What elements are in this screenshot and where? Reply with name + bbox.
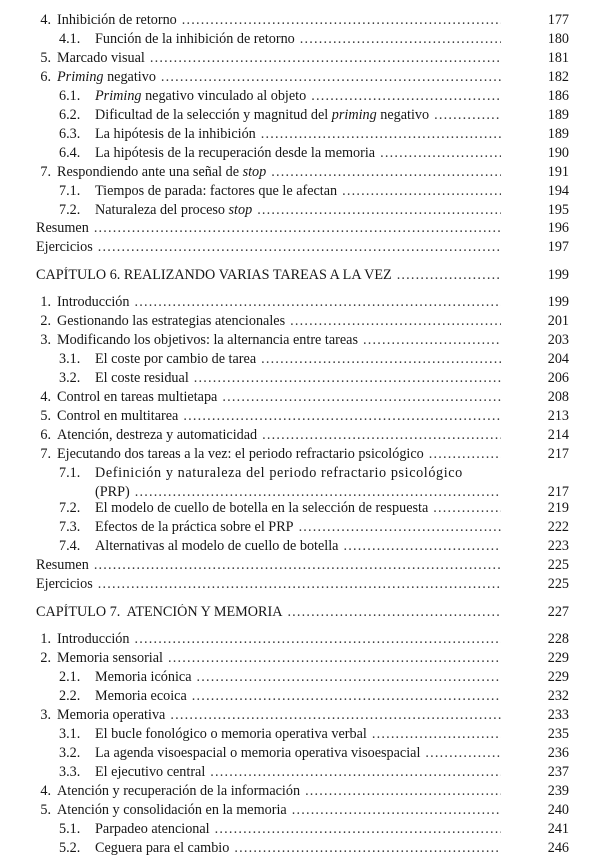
- toc-entry-title: Naturaleza del proceso: [95, 202, 229, 218]
- dot-leader: [135, 294, 502, 311]
- toc-entry-title: Gestionando las estrategias atencionales: [57, 313, 286, 329]
- toc-entry-number: 4.1.: [59, 31, 81, 47]
- toc-entry-title: Efectos de la práctica sobre el PRP: [95, 519, 294, 535]
- toc-entry[interactable]: [0, 389, 600, 406]
- toc-entry-text: [0, 519, 505, 536]
- toc-entry-text: [0, 726, 505, 743]
- toc-entry-title: El coste por cambio de tarea: [95, 351, 257, 367]
- dot-leader: [261, 351, 501, 368]
- toc-entry[interactable]: [0, 688, 600, 705]
- page-number: 240: [547, 802, 569, 818]
- toc-entry-title: Ejercicios: [36, 239, 93, 255]
- toc-entry-text: [0, 707, 505, 724]
- dot-leader: [343, 538, 501, 555]
- page-number: 227: [547, 604, 569, 620]
- toc-entry[interactable]: [0, 332, 600, 349]
- dot-leader: [290, 313, 501, 330]
- toc-entry-number: 6.: [40, 69, 51, 85]
- toc-entry-number: 2.: [40, 313, 51, 329]
- dot-leader: [429, 446, 501, 463]
- dot-leader: [292, 802, 501, 819]
- toc-entry-text: [0, 688, 505, 705]
- toc-entry[interactable]: [0, 783, 600, 800]
- toc-entry-text: [0, 745, 505, 762]
- toc-entry-title: La agenda visoespacial o memoria operativa visoespacial: [95, 745, 421, 761]
- toc-entry[interactable]: [0, 802, 600, 819]
- toc-entry-text: [0, 764, 505, 781]
- toc-entry-number: 7.3.: [59, 519, 81, 535]
- toc-entry[interactable]: [0, 745, 600, 762]
- dot-leader: [257, 202, 501, 219]
- page-number: 233: [547, 707, 569, 723]
- dot-leader: [94, 220, 501, 237]
- page-number: 235: [547, 726, 569, 742]
- page-number: 219: [547, 500, 569, 516]
- page-number: 203: [547, 332, 569, 348]
- toc-entry[interactable]: [0, 183, 600, 200]
- toc-entry[interactable]: [0, 107, 600, 124]
- dot-leader: [433, 500, 501, 517]
- toc-entry-number: 1.: [40, 294, 51, 310]
- dot-leader: [194, 370, 501, 387]
- toc-entry-text: [0, 783, 505, 800]
- dot-leader: [94, 557, 501, 574]
- toc-entry-text: [0, 202, 505, 219]
- page-number: 189: [547, 107, 569, 123]
- toc-entry[interactable]: [0, 313, 600, 330]
- toc-entry-text: [0, 427, 505, 444]
- toc-entry-title: CAPÍTULO 6. REALIZANDO VARIAS TAREAS A LA VEZ: [36, 267, 392, 283]
- page-number: 217: [547, 484, 569, 500]
- toc-entry-text: [0, 821, 505, 838]
- dot-leader: [98, 576, 501, 593]
- page-number: 225: [547, 576, 569, 592]
- toc-entry-text: [0, 294, 505, 311]
- toc-entry-title: Introducción: [57, 294, 130, 310]
- toc-entry-title: Memoria operativa: [57, 707, 166, 723]
- dot-leader: [397, 267, 501, 284]
- toc-entry[interactable]: [0, 427, 600, 444]
- toc-entry[interactable]: [0, 650, 600, 667]
- toc-entry-title: El bucle fonológico o memoria operativa verbal: [95, 726, 367, 742]
- toc-entry-title: negativo: [376, 107, 430, 123]
- dot-leader: [168, 650, 501, 667]
- toc-entry[interactable]: [0, 88, 600, 105]
- toc-entry[interactable]: [0, 126, 600, 143]
- toc-entry-title: Dificultad de la selección y magnitud del: [95, 107, 332, 123]
- toc-entry-number: 2.: [40, 650, 51, 666]
- toc-entry-number: 6.: [40, 427, 51, 443]
- toc-entry[interactable]: [0, 370, 600, 387]
- page-number: 180: [547, 31, 569, 47]
- toc-entry[interactable]: [0, 557, 600, 574]
- toc-entry-number: 6.1.: [59, 88, 81, 104]
- dot-leader: [305, 783, 501, 800]
- toc-entry-text: [0, 145, 505, 162]
- page-number: 223: [547, 538, 569, 554]
- toc-entry-number: 5.: [40, 802, 51, 818]
- page-number: 191: [547, 164, 569, 180]
- toc-entry-title: La hipótesis de la recuperación desde la memoria: [95, 145, 376, 161]
- toc-entry[interactable]: [0, 12, 600, 29]
- toc-entry-title: Memoria icónica: [95, 669, 192, 685]
- toc-entry-title: El ejecutivo central: [95, 764, 206, 780]
- dot-leader: [222, 389, 501, 406]
- toc-entry-number: 6.2.: [59, 107, 81, 123]
- page-number: 190: [547, 145, 569, 161]
- page-number: 236: [547, 745, 569, 761]
- dot-leader: [262, 427, 501, 444]
- toc-entry-title: Atención, destreza y automaticidad: [57, 427, 258, 443]
- dot-leader: [135, 484, 501, 501]
- toc-entry-number: 5.: [40, 50, 51, 66]
- toc-entry[interactable]: [0, 294, 600, 311]
- toc-entry-number: 5.: [40, 408, 51, 424]
- dot-leader: [300, 31, 501, 48]
- toc-entry-number: 3.3.: [59, 764, 81, 780]
- toc-entry-text: [0, 840, 505, 857]
- toc-entry[interactable]: [0, 726, 600, 743]
- toc-entry-text: [0, 351, 505, 368]
- toc-entry-number: 3.2.: [59, 745, 81, 761]
- page-number: 189: [547, 126, 569, 142]
- toc-entry-text: [0, 164, 505, 181]
- toc-entry-number: 7.1.: [59, 183, 81, 199]
- toc-entry-text: [0, 802, 505, 819]
- toc-entry-title: Control en tareas multietapa: [57, 389, 218, 405]
- toc-entry-number: 3.1.: [59, 351, 81, 367]
- page-number: 196: [547, 220, 569, 236]
- page-number: 222: [547, 519, 569, 535]
- dot-leader: [261, 126, 501, 143]
- toc-entry[interactable]: [0, 465, 600, 501]
- toc-entry-title: negativo vinculado al objeto: [141, 88, 307, 104]
- toc-entry[interactable]: [0, 669, 600, 686]
- toc-entry-title: Ceguera para el cambio: [95, 840, 230, 856]
- toc-entry-number: 4.: [40, 12, 51, 28]
- toc-entry-number: 5.2.: [59, 840, 81, 856]
- dot-leader: [135, 631, 502, 648]
- page-number: 241: [547, 821, 569, 837]
- dot-leader: [210, 764, 501, 781]
- dot-leader: [342, 183, 501, 200]
- toc-entry-title: Ejecutando dos tareas a la vez: el periodo refractario psicológico: [57, 446, 424, 462]
- toc-entry-title: stop: [228, 202, 253, 218]
- toc-entry[interactable]: [0, 446, 600, 463]
- toc-entry-text: [0, 88, 505, 105]
- page-number: 201: [547, 313, 569, 329]
- toc-entry-number: 7.: [40, 164, 51, 180]
- dot-leader: [183, 408, 501, 425]
- dot-leader: [192, 688, 501, 705]
- page-number: 232: [547, 688, 569, 704]
- toc-entry-text: [0, 183, 505, 200]
- page-number: 239: [547, 783, 569, 799]
- toc-entry-number: 3.2.: [59, 370, 81, 386]
- toc-entry[interactable]: [0, 50, 600, 67]
- toc-entry[interactable]: [0, 69, 600, 86]
- dot-leader: [271, 164, 501, 181]
- toc-entry-number: 6.4.: [59, 145, 81, 161]
- toc-entry-text: [0, 446, 505, 463]
- toc-entry-title: Atención y recuperación de la información: [57, 783, 301, 799]
- toc-entry-text: [0, 576, 505, 593]
- toc-entry-title: priming: [331, 107, 377, 123]
- page-number: 237: [547, 764, 569, 780]
- toc-entry[interactable]: [0, 538, 600, 555]
- toc-entry-number: 2.2.: [59, 688, 81, 704]
- dot-leader: [311, 88, 501, 105]
- dot-leader: [150, 50, 501, 67]
- dot-leader: [215, 821, 501, 838]
- page-number: 199: [547, 267, 569, 283]
- toc-entry-text: [0, 669, 505, 686]
- page-number: 229: [547, 650, 569, 666]
- toc-entry-number: 5.1.: [59, 821, 81, 837]
- toc-entry-text: [0, 557, 505, 574]
- toc-entry-title: Atención y consolidación en la memoria: [57, 802, 287, 818]
- toc-entry-number: 7.: [40, 446, 51, 462]
- page-number: 246: [547, 840, 569, 856]
- toc-entry[interactable]: [0, 764, 600, 781]
- toc-entry-number: 2.1.: [59, 669, 81, 685]
- toc-entry-text: [0, 604, 505, 621]
- chapter-heading[interactable]: [0, 267, 600, 284]
- page-number: 182: [547, 69, 569, 85]
- toc-entry[interactable]: [0, 164, 600, 181]
- toc-entry-text: [0, 408, 505, 425]
- toc-entry-title: Respondiendo ante una señal de: [57, 164, 243, 180]
- toc-entry-number: 7.2.: [59, 500, 81, 516]
- toc-entry-text: [0, 484, 505, 501]
- toc-entry-text: [0, 313, 505, 330]
- toc-entry-number: 7.1.: [59, 465, 81, 481]
- toc-entry-number: 3.: [40, 707, 51, 723]
- dot-leader: [182, 12, 501, 29]
- toc-entry[interactable]: [0, 145, 600, 162]
- toc-entry-text: [0, 239, 505, 256]
- page-number: 229: [547, 669, 569, 685]
- dot-leader: [197, 669, 501, 686]
- page-number: 197: [547, 239, 569, 255]
- dot-leader: [425, 745, 501, 762]
- toc-entry-title: Parpadeo atencional: [95, 821, 210, 837]
- toc-entry[interactable]: [0, 576, 600, 593]
- toc-entry-title: stop: [242, 164, 267, 180]
- dot-leader: [380, 145, 501, 162]
- toc-entry[interactable]: [0, 31, 600, 48]
- page-number: 195: [547, 202, 569, 218]
- toc-entry[interactable]: [0, 220, 600, 237]
- toc-entry[interactable]: [0, 631, 600, 648]
- toc-entry[interactable]: [0, 840, 600, 857]
- toc-entry[interactable]: [0, 519, 600, 536]
- page-number: 194: [547, 183, 569, 199]
- toc-entry-number: 6.3.: [59, 126, 81, 142]
- dot-leader: [161, 69, 501, 86]
- toc-entry-title: Memoria ecoica: [95, 688, 187, 704]
- toc-entry-text: [0, 538, 505, 555]
- toc-entry-title: CAPÍTULO 7. ATENCIÓN Y MEMORIA: [36, 604, 283, 620]
- page-number: 213: [547, 408, 569, 424]
- toc-entry[interactable]: [0, 500, 600, 517]
- toc-entry-title: Definición y naturaleza del periodo refractario psicológico: [95, 465, 463, 481]
- toc-entry-title: Modificando los objetivos: la alternancia entre tareas: [57, 332, 358, 348]
- toc-entry-text: [0, 69, 505, 86]
- toc-entry-title: Marcado visual: [57, 50, 145, 66]
- toc-entry[interactable]: [0, 239, 600, 256]
- toc-entry-text: [0, 107, 505, 124]
- page-number: 206: [547, 370, 569, 386]
- toc-entry-text: [0, 220, 505, 237]
- toc-entry-title: La hipótesis de la inhibición: [95, 126, 256, 142]
- toc-entry-text: [0, 370, 505, 387]
- toc-entry-text: [0, 50, 505, 67]
- toc-entry-text: [0, 12, 505, 29]
- toc-entry-number: 3.1.: [59, 726, 81, 742]
- toc-entry-title: Priming: [57, 69, 104, 85]
- toc-entry-title: Alternativas al modelo de cuello de botella: [95, 538, 339, 554]
- toc-entry-title: Control en multitarea: [57, 408, 179, 424]
- page-number: 208: [547, 389, 569, 405]
- page-number: 214: [547, 427, 569, 443]
- page-number: 181: [547, 50, 569, 66]
- toc-entry-title: Ejercicios: [36, 576, 93, 592]
- toc-entry-text: [0, 631, 505, 648]
- chapter-heading[interactable]: [0, 604, 600, 621]
- toc-entry-title: Memoria sensorial: [57, 650, 163, 666]
- toc-entry[interactable]: [0, 351, 600, 368]
- dot-leader: [372, 726, 501, 743]
- toc-entry-title: Resumen: [36, 557, 89, 573]
- page-number: 204: [547, 351, 569, 367]
- toc-entry-number: 7.4.: [59, 538, 81, 554]
- toc-entry-number: 4.: [40, 783, 51, 799]
- toc-entry-title-continued: (PRP): [95, 484, 130, 500]
- toc-entry-title: Priming: [95, 88, 142, 104]
- page-number: 217: [547, 446, 569, 462]
- page-number: 186: [547, 88, 569, 104]
- toc-entry-title: Resumen: [36, 220, 89, 236]
- toc-entry-line: [0, 465, 600, 482]
- toc-entry-text: [0, 650, 505, 667]
- toc-entry[interactable]: [0, 821, 600, 838]
- dot-leader: [287, 604, 501, 621]
- page-number: 228: [547, 631, 569, 647]
- toc-entry-number: 7.2.: [59, 202, 81, 218]
- toc-entry[interactable]: [0, 408, 600, 425]
- toc-entry-number: 4.: [40, 389, 51, 405]
- toc-entry-text: [0, 465, 600, 482]
- toc-entry-number: 3.: [40, 332, 51, 348]
- dot-leader: [234, 840, 501, 857]
- dot-leader: [299, 519, 501, 536]
- toc-entry-title: negativo: [103, 69, 156, 85]
- toc-entry[interactable]: [0, 202, 600, 219]
- toc-entry-text: [0, 267, 505, 284]
- toc-entry-line: [0, 484, 600, 501]
- toc-entry-number: 1.: [40, 631, 51, 647]
- page-number: 177: [547, 12, 569, 28]
- dot-leader: [434, 107, 501, 124]
- dot-leader: [170, 707, 501, 724]
- toc-entry-title: Introducción: [57, 631, 130, 647]
- dot-leader: [98, 239, 501, 256]
- page-number: 225: [547, 557, 569, 573]
- toc-entry-title: Tiempos de parada: factores que le afectan: [95, 183, 338, 199]
- toc-entry-title: Inhibición de retorno: [57, 12, 177, 28]
- toc-entry-text: [0, 332, 505, 349]
- page-number: 199: [547, 294, 569, 310]
- toc-entry-text: [0, 126, 505, 143]
- toc-entry-title: El modelo de cuello de botella en la selección de respuesta: [95, 500, 429, 516]
- toc-entry-text: [0, 500, 505, 517]
- toc-entry-text: [0, 389, 505, 406]
- dot-leader: [363, 332, 501, 349]
- toc-entry-title: El coste residual: [95, 370, 189, 386]
- toc-entry-text: [0, 31, 505, 48]
- toc-entry-title: Función de la inhibición de retorno: [95, 31, 295, 47]
- toc-entry[interactable]: [0, 707, 600, 724]
